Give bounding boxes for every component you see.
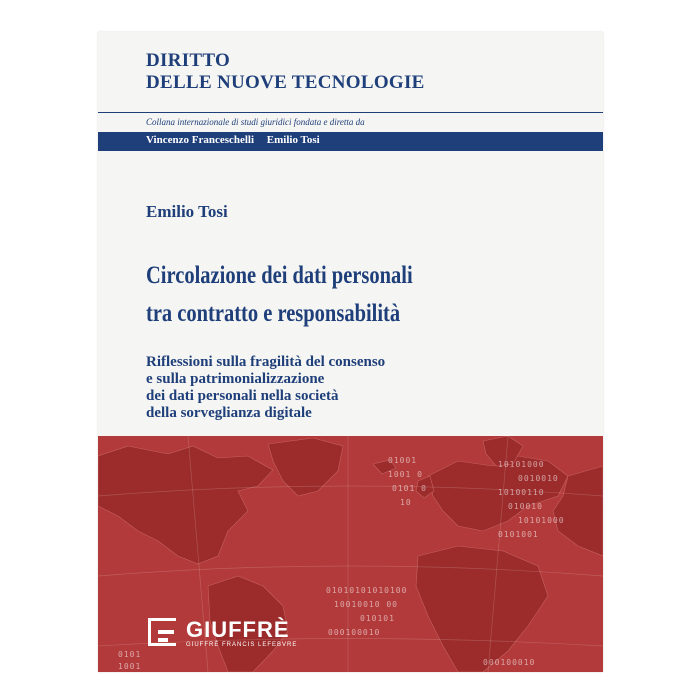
binary-text: 10 — [400, 498, 412, 507]
publisher-subtitle: GIUFFRÈ FRANCIS LEFEBVRE — [186, 642, 298, 648]
landmass-greenland — [268, 438, 343, 496]
binary-text: 0101 — [118, 650, 142, 659]
binary-text: 000100010 — [328, 628, 381, 637]
publisher-name: GIUFFRÈ — [186, 617, 290, 642]
subtitle-line: dei dati personali nella società — [146, 388, 339, 404]
book-subtitle — [146, 354, 385, 422]
binary-text: 10101000 — [518, 516, 565, 525]
binary-text: 01010101010100 — [326, 586, 408, 595]
world-map-panel — [98, 436, 603, 672]
book-title-line1: Circolazione dei dati personali — [146, 262, 413, 289]
binary-text: 1001 — [118, 662, 142, 671]
binary-text: 10100110 — [498, 488, 545, 497]
binary-text: 0010010 — [518, 474, 559, 483]
binary-text: 010010 — [508, 502, 543, 511]
divider — [98, 112, 603, 113]
binary-text: 010101 — [360, 614, 395, 623]
binary-text: 0101 0 — [392, 484, 427, 493]
series-title-line2: DELLE NUOVE TECNOLOGIE — [146, 72, 425, 93]
director-name: Vincenzo Franceschelli — [146, 134, 255, 146]
subtitle-line: e sulla patrimonializzazione — [146, 371, 325, 387]
landmass-north-america — [98, 446, 273, 564]
directors — [146, 134, 320, 146]
book-title — [146, 257, 413, 333]
binary-text: 10010010 00 — [334, 600, 398, 609]
series-title — [146, 50, 425, 94]
subtitle-line: della sorveglianza digitale — [146, 405, 312, 421]
publisher-logo — [148, 614, 297, 654]
binary-text: 000100010 — [483, 658, 536, 667]
collana-text: Collana internazionale di studi giuridici fondata e diretta da — [146, 117, 365, 127]
binary-text: 0101001 — [498, 530, 539, 539]
author-name: Emilio Tosi — [146, 202, 228, 221]
binary-text: 1001 0 — [388, 470, 423, 479]
subtitle-line: Riflessioni sulla fragilità del consenso — [146, 354, 386, 370]
book-title-line2: tra contratto e responsabilità — [146, 300, 401, 327]
binary-text: 10101000 — [498, 460, 545, 469]
binary-text: 01001 — [388, 456, 418, 465]
publisher-mark-icon — [148, 618, 180, 650]
landmass-africa — [416, 546, 548, 672]
director-name: Emilio Tosi — [266, 134, 320, 146]
series-title-line1: DIRITTO — [146, 50, 231, 71]
book-cover — [98, 32, 603, 672]
